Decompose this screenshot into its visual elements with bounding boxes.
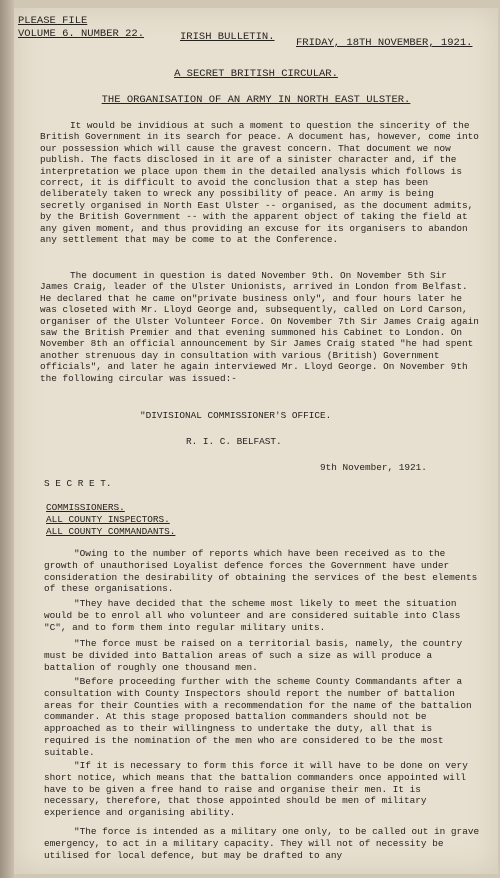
circular-location: R. I. C. BELFAST. [186, 436, 282, 447]
issue-date: FRIDAY, 18TH NOVEMBER, 1921. [296, 37, 473, 49]
document-subtitle: THE ORGANISATION OF AN ARMY IN NORTH EAST ULSTER. [101, 94, 411, 106]
circular-paragraph-3: "The force must be raised on a territorial basis, namely, the country must be divided into Battalion areas of such a size as will produce a battalion of roughly one thousand men. [44, 638, 463, 673]
file-note: PLEASE FILE [18, 15, 88, 27]
document-page [14, 8, 498, 874]
document-title: A SECRET BRITISH CIRCULAR. [174, 68, 338, 80]
circular-office: "DIVISIONAL COMMISSIONER'S OFFICE. [140, 410, 332, 421]
addressee-county-commandants: ALL COUNTY COMMANDANTS. [46, 526, 176, 537]
circular-paragraph-1: "Owing to the number of reports which have been received as to the growth of unauthorised Loyalist defence forces the Government have under consideration the desirability of obtaining the services of the best elements of these organisations. [44, 548, 478, 595]
circular-paragraph-4: "Before proceeding further with the scheme County Commandants after a consultation with County Inspectors should report the number of battalion areas for their Counties with a recommendation for the name of the battalion commander. At this stage proposed battalion commanders should not be approached as to their willingness to undertake the duty, all that is required is the nomination of the men who are considered to be the most suitable. [44, 676, 472, 758]
circular-paragraph-6: "The force is intended as a military one only, to be called out in grave emergency, to act in a military capacity. They will not of necessity be utilised for local defence, but may be drafted to any [44, 826, 480, 861]
intro-paragraph-2: The document in question is dated November 9th. On November 5th Sir James Craig, leader of the Ulster Unionists, arrived in London from Belfast. He declared that he came on"private business only", and four hours later he was closeted with Mr. Lloyd George and, subsequently, called on Lord Carson, organiser of the Ulster Volunteer Force. On November 7th Sir James Craig again saw the British Premier and that evening summoned his Cabinet to London. On November 8th an official announcement by Sir James Craig stated "he had spent another strenuous day in consultation with various (British) Government officials", and later he again interviewed Mr. Lloyd George. On November 9th the following circular was issued:- [40, 270, 479, 384]
publication-name: IRISH BULLETIN. [180, 31, 275, 43]
binding-edge [0, 0, 14, 878]
addressee-commissioners: COMMISSIONERS. [46, 502, 125, 513]
addressee-county-inspectors: ALL COUNTY INSPECTORS. [46, 514, 170, 525]
circular-paragraph-2: "They have decided that the scheme most likely to meet the situation would be to enrol all who volunteer and are considered suitable into Class "C", and to form them into regular military units. [44, 598, 461, 633]
classification-label: S E C R E T. [44, 478, 112, 489]
intro-paragraph-1: It would be invidious at such a moment to question the sincerity of the British Government in its search for peace. A document has, however, come into our possession which will cause the gravest concern. That document we now publish. The facts disclosed in it are of a sinister character and, if the interpretation we place upon them in the detailed analysis which follows is correct, it is difficult to avoid the conclusion that a step has been deliberately taken to wreck any possibility of peace. An army is being secretly organised in North East Ulster -- organised, as the document admits, by the British Government -- with the apparent object of taking the field at any given moment, and thus providing an excuse for its organisers to abandon any settlement that may be come to at the Conference. [40, 120, 479, 246]
volume-number: VOLUME 6. NUMBER 22. [18, 28, 145, 40]
circular-paragraph-5: "If it is necessary to form this force it will have to be done on very short notice, which means that the battalion commanders once appointed will have to be given a free hand to raise and organise their men. It is necessary, therefore, that those appointed should be men of military experience and organising ability. [44, 760, 468, 819]
circular-date: 9th November, 1921. [320, 462, 427, 473]
